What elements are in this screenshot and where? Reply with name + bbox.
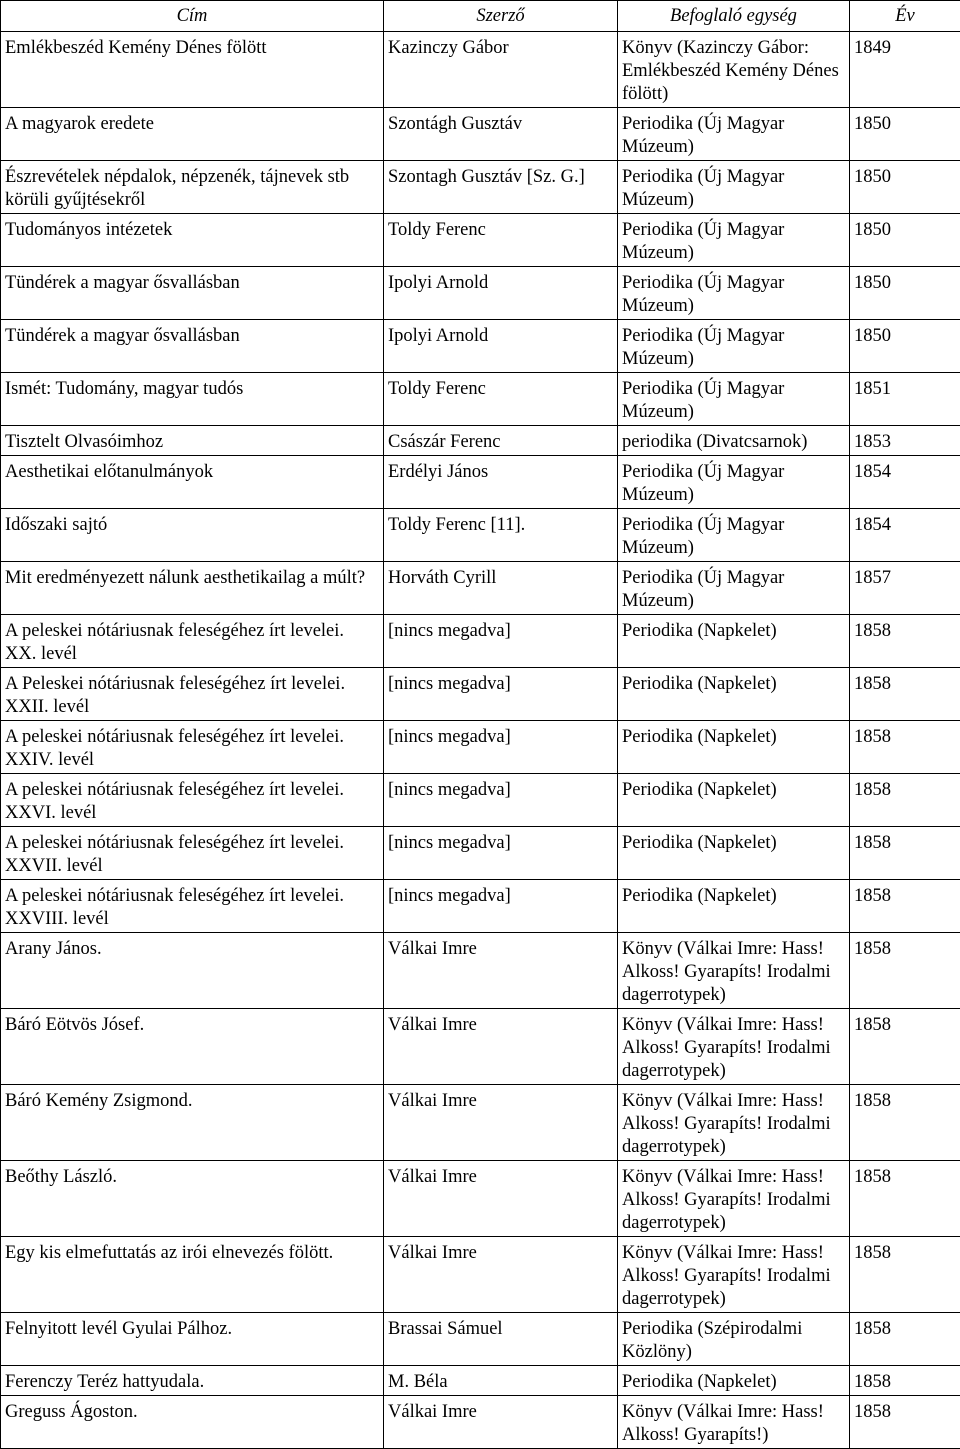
cell-year: 1858 <box>850 774 960 827</box>
cell-year: 1850 <box>850 267 960 320</box>
cell-title: A peleskei nótáriusnak feleségéhez írt levelei. XXIV. levél <box>1 721 384 774</box>
cell-container: Periodika (Napkelet) <box>618 827 850 880</box>
cell-container: periodika (Divatcsarnok) <box>618 426 850 456</box>
cell-author: Válkai Imre <box>384 933 618 1009</box>
cell-container: Periodika (Új Magyar Múzeum) <box>618 267 850 320</box>
cell-author: Válkai Imre <box>384 1396 618 1449</box>
table-row <box>1 320 960 373</box>
cell-author: Szontágh Gusztáv <box>384 108 618 161</box>
header-author: Szerző <box>384 1 618 32</box>
cell-title: A magyarok eredete <box>1 108 384 161</box>
cell-year: 1854 <box>850 456 960 509</box>
cell-title: Egy kis elmefuttatás az irói elnevezés fölött. <box>1 1237 384 1313</box>
cell-year: 1850 <box>850 214 960 267</box>
cell-author: Ipolyi Arnold <box>384 320 618 373</box>
table-header-row <box>1 1 960 32</box>
cell-title: A peleskei nótáriusnak feleségéhez írt levelei. XX. levél <box>1 615 384 668</box>
cell-year: 1858 <box>850 1009 960 1085</box>
table-row <box>1 1161 960 1237</box>
table-row <box>1 426 960 456</box>
cell-year: 1858 <box>850 615 960 668</box>
cell-title: Emlékbeszéd Kemény Dénes fölött <box>1 32 384 108</box>
cell-container: Könyv (Válkai Imre: Hass! Alkoss! Gyarapíts! Irodalmi dagerrotypek) <box>618 933 850 1009</box>
cell-title: Tündérek a magyar ősvallásban <box>1 267 384 320</box>
cell-container: Periodika (Új Magyar Múzeum) <box>618 373 850 426</box>
cell-container: Könyv (Kazinczy Gábor: Emlékbeszéd Kemény Dénes fölött) <box>618 32 850 108</box>
cell-title: Greguss Ágoston. <box>1 1396 384 1449</box>
cell-title: A peleskei nótáriusnak feleségéhez írt levelei. XXVI. levél <box>1 774 384 827</box>
cell-year: 1854 <box>850 509 960 562</box>
cell-year: 1857 <box>850 562 960 615</box>
table-row <box>1 161 960 214</box>
table-row <box>1 1009 960 1085</box>
cell-title: A peleskei nótáriusnak feleségéhez írt levelei. XXVII. levél <box>1 827 384 880</box>
cell-container: Periodika (Napkelet) <box>618 774 850 827</box>
cell-container: Periodika (Szépirodalmi Közlöny) <box>618 1313 850 1366</box>
table-row <box>1 108 960 161</box>
table-row <box>1 214 960 267</box>
cell-author: [nincs megadva] <box>384 615 618 668</box>
table-row <box>1 1313 960 1366</box>
header-title: Cím <box>1 1 384 32</box>
cell-container: Periodika (Új Magyar Múzeum) <box>618 214 850 267</box>
cell-year: 1858 <box>850 1085 960 1161</box>
header-year: Év <box>850 1 960 32</box>
table-row <box>1 1085 960 1161</box>
table-row <box>1 1366 960 1396</box>
cell-year: 1858 <box>850 1161 960 1237</box>
table-body <box>1 32 960 1449</box>
cell-title: Tisztelt Olvasóimhoz <box>1 426 384 456</box>
cell-author: Válkai Imre <box>384 1085 618 1161</box>
cell-author: Válkai Imre <box>384 1237 618 1313</box>
table-row <box>1 827 960 880</box>
cell-year: 1858 <box>850 1237 960 1313</box>
cell-year: 1858 <box>850 1366 960 1396</box>
cell-title: A peleskei nótáriusnak feleségéhez írt levelei. XXVIII. levél <box>1 880 384 933</box>
cell-year: 1858 <box>850 880 960 933</box>
cell-container: Könyv (Válkai Imre: Hass! Alkoss! Gyarapíts! Irodalmi dagerrotypek) <box>618 1161 850 1237</box>
table-row <box>1 456 960 509</box>
cell-title: Ismét: Tudomány, magyar tudós <box>1 373 384 426</box>
cell-author: Toldy Ferenc [11]. <box>384 509 618 562</box>
cell-year: 1849 <box>850 32 960 108</box>
cell-container: Periodika (Új Magyar Múzeum) <box>618 456 850 509</box>
cell-container: Periodika (Napkelet) <box>618 615 850 668</box>
table-row <box>1 1396 960 1449</box>
table-row <box>1 933 960 1009</box>
cell-author: Kazinczy Gábor <box>384 32 618 108</box>
table-row <box>1 509 960 562</box>
cell-title: Felnyitott levél Gyulai Pálhoz. <box>1 1313 384 1366</box>
table-row <box>1 562 960 615</box>
cell-container: Periodika (Új Magyar Múzeum) <box>618 320 850 373</box>
cell-container: Könyv (Válkai Imre: Hass! Alkoss! Gyarapíts! Irodalmi dagerrotypek) <box>618 1237 850 1313</box>
cell-year: 1858 <box>850 721 960 774</box>
cell-container: Periodika (Új Magyar Múzeum) <box>618 562 850 615</box>
cell-author: Válkai Imre <box>384 1161 618 1237</box>
cell-author: Szontagh Gusztáv [Sz. G.] <box>384 161 618 214</box>
cell-container: Könyv (Válkai Imre: Hass! Alkoss! Gyarapíts!) <box>618 1396 850 1449</box>
table-row <box>1 774 960 827</box>
cell-title: Tudományos intézetek <box>1 214 384 267</box>
cell-container: Periodika (Napkelet) <box>618 721 850 774</box>
cell-title: A Peleskei nótáriusnak feleségéhez írt levelei. XXII. levél <box>1 668 384 721</box>
cell-title: Tündérek a magyar ősvallásban <box>1 320 384 373</box>
cell-author: Toldy Ferenc <box>384 373 618 426</box>
cell-year: 1858 <box>850 933 960 1009</box>
cell-year: 1858 <box>850 1313 960 1366</box>
cell-container: Periodika (Napkelet) <box>618 1366 850 1396</box>
cell-author: Ipolyi Arnold <box>384 267 618 320</box>
cell-title: Észrevételek népdalok, népzenék, tájnevek stb körüli gyűjtésekről <box>1 161 384 214</box>
cell-title: Aesthetikai előtanulmányok <box>1 456 384 509</box>
header-container: Befoglaló egység <box>618 1 850 32</box>
cell-year: 1858 <box>850 1396 960 1449</box>
cell-author: [nincs megadva] <box>384 774 618 827</box>
cell-author: Toldy Ferenc <box>384 214 618 267</box>
cell-title: Ferenczy Teréz hattyudala. <box>1 1366 384 1396</box>
cell-year: 1850 <box>850 108 960 161</box>
cell-title: Báró Eötvös Jósef. <box>1 1009 384 1085</box>
table-row <box>1 32 960 108</box>
cell-container: Periodika (Új Magyar Múzeum) <box>618 509 850 562</box>
table-row <box>1 721 960 774</box>
cell-year: 1851 <box>850 373 960 426</box>
cell-author: Császár Ferenc <box>384 426 618 456</box>
cell-year: 1858 <box>850 827 960 880</box>
table-row <box>1 267 960 320</box>
cell-container: Periodika (Új Magyar Múzeum) <box>618 161 850 214</box>
cell-author: [nincs megadva] <box>384 880 618 933</box>
cell-author: [nincs megadva] <box>384 668 618 721</box>
cell-author: Horváth Cyrill <box>384 562 618 615</box>
cell-container: Könyv (Válkai Imre: Hass! Alkoss! Gyarapíts! Irodalmi dagerrotypek) <box>618 1009 850 1085</box>
cell-year: 1850 <box>850 320 960 373</box>
cell-title: Beőthy László. <box>1 1161 384 1237</box>
cell-title: Arany János. <box>1 933 384 1009</box>
cell-title: Időszaki sajtó <box>1 509 384 562</box>
cell-year: 1858 <box>850 668 960 721</box>
cell-author: [nincs megadva] <box>384 827 618 880</box>
cell-author: Erdélyi János <box>384 456 618 509</box>
table-row <box>1 615 960 668</box>
cell-author: Brassai Sámuel <box>384 1313 618 1366</box>
cell-title: Báró Kemény Zsigmond. <box>1 1085 384 1161</box>
table-row <box>1 373 960 426</box>
cell-container: Könyv (Válkai Imre: Hass! Alkoss! Gyarapíts! Irodalmi dagerrotypek) <box>618 1085 850 1161</box>
cell-container: Periodika (Napkelet) <box>618 668 850 721</box>
cell-container: Periodika (Napkelet) <box>618 880 850 933</box>
cell-title: Mit eredményezett nálunk aesthetikailag a múlt? <box>1 562 384 615</box>
cell-year: 1850 <box>850 161 960 214</box>
table-row <box>1 1237 960 1313</box>
cell-container: Periodika (Új Magyar Múzeum) <box>618 108 850 161</box>
cell-author: M. Béla <box>384 1366 618 1396</box>
cell-author: Válkai Imre <box>384 1009 618 1085</box>
cell-year: 1853 <box>850 426 960 456</box>
table-row <box>1 668 960 721</box>
table-row <box>1 880 960 933</box>
cell-author: [nincs megadva] <box>384 721 618 774</box>
